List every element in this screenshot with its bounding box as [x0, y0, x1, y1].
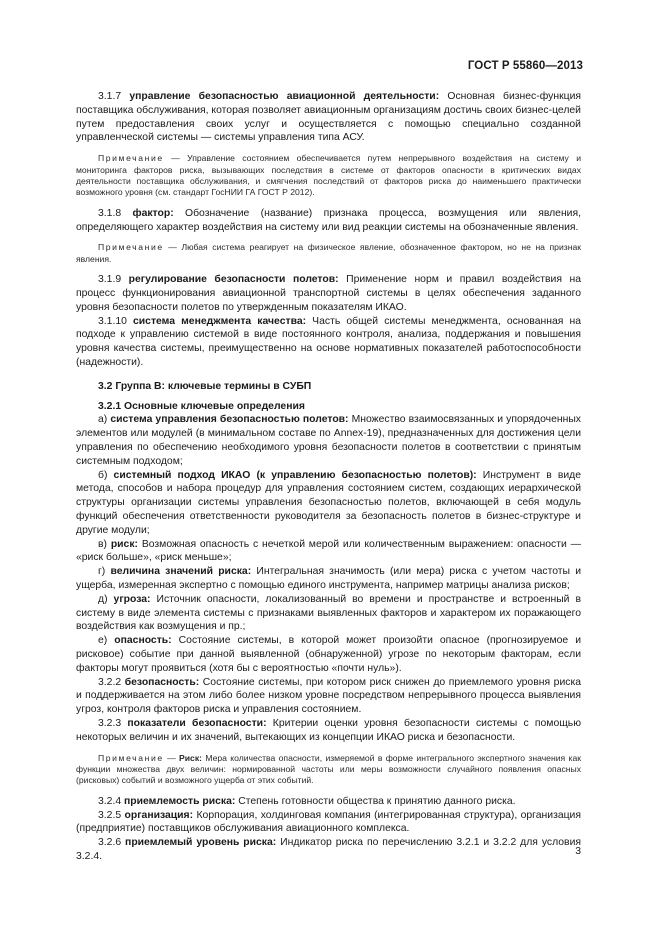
definition-b: б) системный подход ИКАО (к управлению безопасностью полетов): Инструмент в виде метода, способов и набора процедур для управления состоянием систем, создающих иерархической структуры организации системы управления безопасностью полетов, включающей в себя модуль функций обеспечения ответственности руководителя за безопасность полетов в бизнес-структуре и другие модули; — [76, 469, 582, 536]
definition-v: в) риск: Возможная опасность с нечеткой мерой или количественным выражением: опасности — «риск больше», «риск меньше»; — [76, 538, 582, 564]
section-heading-3-2: 3.2 Группа В: ключевые термины в СУБП — [98, 380, 312, 392]
clause-3-2-2: 3.2.2 безопасность: Состояние системы, при котором риск снижен до приемлемого уровня риска и поддерживается на этом либо более низком уровне посредством непрерывного процесса выявления угроз, контроля факторов риска и управления состоянием. — [76, 676, 581, 716]
clause-3-2-6: 3.2.6 приемлемый уровень риска: Индикатор риска по перечислению 3.2.1 и 3.2.2 для условия 3.2.4. — [76, 837, 582, 862]
clause-3-2-4: 3.2.4 приемлемость риска: Степень готовности общества к принятию данного риска. — [98, 795, 516, 807]
clause-3-2-3: 3.2.3 показатели безопасности: Критерии оценки уровня безопасности системы с помощью некоторых величин и их значений, вытекающих из концепции ИКАО риска и безопасности. — [76, 717, 581, 743]
definition-e: е) опасность: Состояние системы, в которой может произойти опасное (прогнозируемое и рисковое) событие при данной выявленной (обнаруженной) угрозе по некоторым факторам, если факторы могут проявиться (хотя бы с вероятностью «почти нуль»). — [76, 635, 582, 674]
document-body — [76, 90, 581, 864]
clause-3-1-10: 3.1.10 система менеджмента качества: Часть общей системы менеджмента, основанная на подходе к управлению системой в виде постоянного контроля, анализа, поддержания и повышения уровня качества системы, преимущественно на основе нормативных показателей работоспособности (надежности). — [76, 315, 581, 368]
definition-d: д) угроза: Источник опасности, локализованный во времени и пространстве и встроенный в систему в виде элемента системы с признаками выявленных факторов и характером их поражающего воздействия как возмущения и пр.; — [76, 593, 582, 633]
clause-3-1-9: 3.1.9 регулирование безопасности полетов: Применение норм и правил воздействия на процесс функционирования авиационной транспортной системы в целях обеспечения заданного уровня безопасности полетов по утвержденным показателям ИКАО. — [76, 274, 582, 313]
note-3-2-3: Примечание — Риск: Мера количества опасности, измеряемой в форме интегрального экспертного значения как функции множества двух величин: нормированной частоты или меры возможности случайного появления опасных (рисковых) событий и возможного ущерба от этих событий. — [76, 752, 581, 786]
clause-3-1-7: 3.1.7 управление безопасностью авиационной деятельности: Основная бизнес-функция поставщика обслуживания, которая позволяет авиационным организациям достичь своих бизнес-целей путем предоставления своих услуг и осуществляется с помощью специально созданной управленческой системы — системы управления типа АСУ. — [76, 91, 582, 144]
clause-3-1-8: 3.1.8 фактор: Обозначение (название) признака процесса, возмущения или явления, определяющего характер воздействия на систему или вид реакции системы на обозначенные явления. — [76, 207, 581, 233]
page-number: 3 — [575, 846, 581, 857]
clause-3-2-5: 3.2.5 организация: Корпорация, холдинговая компания (интегрированная структура), организация (предприятие) поставщиков обслуживания авиационного комплекса. — [76, 809, 581, 835]
note-3-1-7: Примечание — Управление состоянием обеспечивается путем непрерывного воздействия на систему и мониторинга факторов риска, вызывающих последствия в системе от факторов опасности в критических видах деятельности поставщика обслуживания, и смягчения последствий от факторов риска до наименьшего практически возможного уровня (см. стандарт ГосНИИ ГА ГОСТ Р 2012). — [76, 153, 581, 198]
subsection-heading-3-2-1: 3.2.1 Основные ключевые определения — [98, 400, 305, 412]
document-code: ГОСТ Р 55860—2013 — [467, 60, 583, 72]
definition-g: г) величина значений риска: Интегральная значимость (или мера) риска с учетом частоты и ущерба, измеренная экспертно с помощью единого инструмента, например матрицы анализа рисков; — [76, 566, 582, 591]
definition-a: а) система управления безопасностью полетов: Множество взаимосвязанных и упорядоченных элементов или модулей (в минимальном составе по Annex-19), предназначенных для достижения цели управления по обеспечению необходимого уровня безопасности полетов в соответствии с принятым системным подходом; — [76, 414, 581, 467]
note-3-1-8: Примечание — Любая система реагирует на физическое явление, обозначенное фактором, но не на признак явления. — [76, 242, 581, 264]
